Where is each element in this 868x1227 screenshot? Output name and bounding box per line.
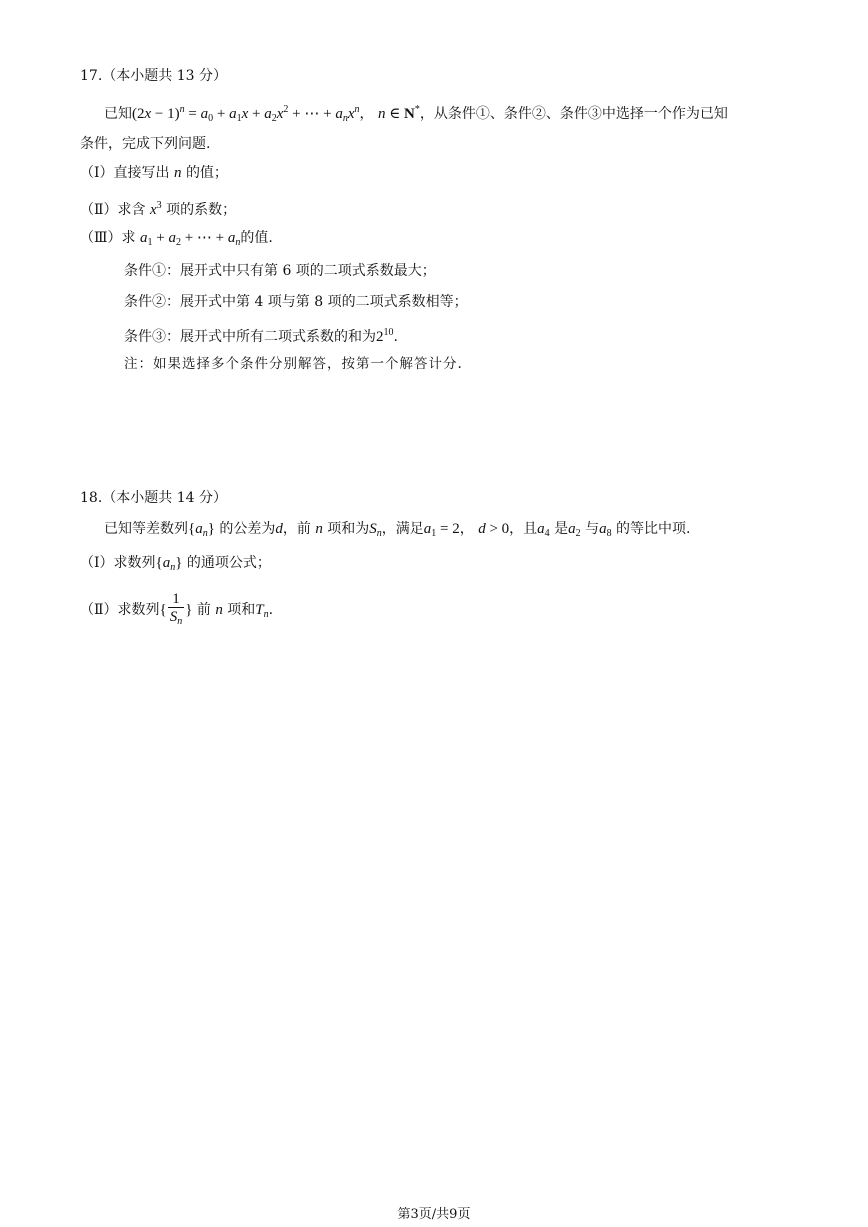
q18-d-positive: d > 0 xyxy=(478,521,510,537)
q18-d-var: d xyxy=(275,521,283,537)
q18-intro-a: 已知等差数列 xyxy=(104,521,188,537)
q18-part1-text-a: 求数列 xyxy=(113,555,156,571)
q18-part2-label: （Ⅱ） xyxy=(80,602,118,618)
q17-part2-text-b: 项的系数； xyxy=(166,202,237,218)
q18-part2-text-b: 前 xyxy=(196,602,211,618)
q17-part2-label: （Ⅱ） xyxy=(80,202,118,218)
q18-intro-e: ，满足 xyxy=(381,521,424,537)
q18-part1-label: （Ⅰ） xyxy=(80,555,114,571)
q18-a4: $a_4$ xyxy=(537,521,550,539)
q18-part2-n-var: n xyxy=(215,602,223,618)
q17-part2 xyxy=(80,196,236,220)
q18-intro-c: ，前 xyxy=(282,521,311,537)
q17-sum-expression: $a_1 + a_2$ + ⋯ + $a_n$ xyxy=(139,230,241,248)
q17-condition-3-text: 条件③：展开式中所有二项式系数的和为 xyxy=(124,329,376,345)
q17-expansion-formula: $(2x - 1)^n = a_0 + a_1x + a_2x^2$ + ⋯ + $a_nx^n$ xyxy=(132,104,360,124)
q18-intro-g: 是 xyxy=(554,521,569,537)
q17-condition-3: 条件③：展开式中所有二项式系数的和为$2^{10}$. xyxy=(124,327,398,345)
q18-fraction-numerator: 1 xyxy=(168,591,185,608)
q17-part1-text-a: 直接写出 xyxy=(113,165,170,181)
q18-part2: （Ⅱ）求数列{ $\frac{1}{S_n}$ } 前 n 项和$T_n$. xyxy=(80,590,273,635)
q18-header: 18.（本小题共 14 分） xyxy=(80,490,227,506)
q17-part2-text-a: 求含 xyxy=(117,202,146,218)
q18-a8: $a_8$ xyxy=(599,521,612,539)
q17-condition-2: 条件②：展开式中第 4 项与第 8 项的二项式系数相等； xyxy=(124,294,468,310)
q18-intro-b: 的公差为 xyxy=(219,521,276,537)
q17-n-var: n xyxy=(173,165,182,181)
q18-part2-text-c: 项和 xyxy=(227,602,256,618)
q18-intro-h: 与 xyxy=(585,521,600,537)
q17-part3-text-a: 求 xyxy=(121,230,136,246)
q18-part1-seq: $\{a_n\}$ xyxy=(155,555,183,573)
q17-two-pow-ten: $2^{10}$ xyxy=(376,327,394,345)
q18-intro-d: 项和为 xyxy=(327,521,370,537)
q17-intro-mid: ，从条件①、条件②、条件③中选择一个作为已知 xyxy=(419,106,728,122)
q17-note: 注：如果选择多个条件分别解答，按第一个解答计分. xyxy=(124,356,463,372)
q17-n-domain: n ∈ N* xyxy=(377,104,420,122)
q18-part1-text-b: 的通项公式； xyxy=(186,555,271,571)
q18-intro: 已知等差数列$\{a_n\}$ 的公差为d，前 n 项和为$S_n$，满足$a_1 = 2$， d > 0，且$a_4$ 是$a_2$ 与$a_8$ 的等比中项. xyxy=(104,521,691,539)
q17-condition-1: 条件①：展开式中只有第 6 项的二项式系数最大； xyxy=(124,263,436,279)
q18-a2: $a_2$ xyxy=(568,521,581,539)
q18-intro-i: 的等比中项. xyxy=(616,521,691,537)
q17-part3-text-b: 的值. xyxy=(240,230,273,246)
q17-x-cubed: $x^3$ xyxy=(149,200,162,218)
page-footer: 第3页/共9页 xyxy=(397,1207,471,1222)
q17-header: 17.（本小题共 13 分） xyxy=(80,68,227,84)
q18-a1-equals-2: $a_1 = 2$ xyxy=(423,521,460,539)
q18-intro-f: ，且 xyxy=(509,521,538,537)
q18-sn: $S_n$ xyxy=(369,521,382,539)
q18-part2-seq: { $\frac{1}{S_n}$ } xyxy=(160,602,193,618)
q17-part1 xyxy=(80,163,228,183)
q18-fraction-denominator: $S_n$ xyxy=(169,608,183,627)
q18-n-var: n xyxy=(315,521,323,537)
q17-part1-text-b: 的值； xyxy=(185,165,228,181)
q17-intro-line1: 已知$(2x - 1)^n = a_0 + a_1x + a_2x^2$ + ⋯ + $a_nx^n$， n ∈ N*，从条件①、条件②、条件③中选择一个作为已知 xyxy=(104,104,728,124)
q17-part3 xyxy=(80,228,273,253)
q17-part1-label: （Ⅰ） xyxy=(80,165,114,181)
q18-tn: $T_n$ xyxy=(255,602,269,620)
q18-fraction xyxy=(168,591,185,631)
q18-part1 xyxy=(80,553,271,578)
q18-seq-an: $\{a_n\}$ xyxy=(188,521,215,539)
q17-part3-label: （Ⅲ） xyxy=(80,230,122,246)
q17-intro-line2: 条件，完成下列问题. xyxy=(80,136,211,152)
q17-intro-prefix: 已知 xyxy=(104,106,132,122)
q18-part2-text-a: 求数列 xyxy=(117,602,160,618)
